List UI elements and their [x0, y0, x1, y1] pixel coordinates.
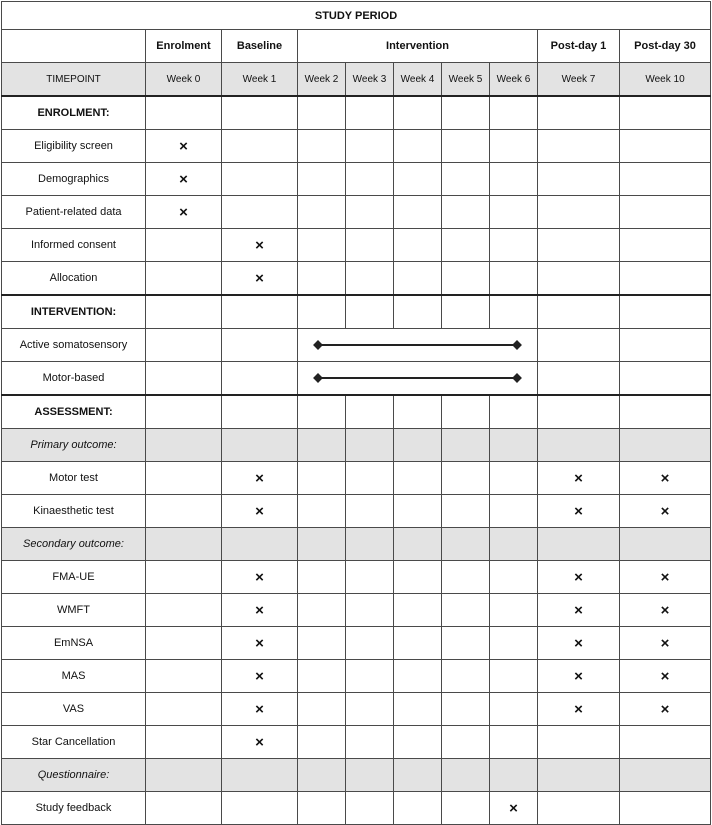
row-label-consent: Informed consent	[2, 229, 146, 262]
row-label-patient-data: Patient-related data	[2, 196, 146, 229]
check-mark: ×	[660, 601, 670, 619]
check-mark: ×	[574, 568, 583, 586]
week-1: Week 1	[222, 63, 298, 97]
phase-intervention: Intervention	[298, 30, 538, 63]
row-label-motor-test: Motor test	[2, 462, 146, 495]
subsection-secondary: Secondary outcome:	[2, 528, 146, 561]
check-mark: ×	[574, 667, 583, 685]
row-label-star-cancellation: Star Cancellation	[2, 726, 146, 759]
diamond-end-icon	[512, 340, 522, 350]
check-mark: ×	[660, 700, 670, 718]
check-mark: ×	[574, 700, 583, 718]
timepoint-label: TIMEPOINT	[2, 63, 146, 97]
row-label-fma-ue: FMA-UE	[2, 561, 146, 594]
week-7: Week 7	[538, 63, 620, 97]
check-mark: ×	[660, 568, 670, 586]
empty-cell	[2, 30, 146, 63]
intervention-span-active	[298, 329, 538, 362]
week-5: Week 5	[442, 63, 490, 97]
study-period-title: STUDY PERIOD	[2, 2, 711, 30]
phase-post-day-1: Post-day 1	[538, 30, 620, 63]
check-mark: ×	[255, 634, 264, 652]
subsection-questionnaire: Questionnaire:	[2, 759, 146, 792]
diamond-end-icon	[512, 373, 522, 383]
study-schedule-table	[1, 1, 711, 825]
check-mark: ×	[255, 236, 264, 254]
row-label-emnsa: EmNSA	[2, 627, 146, 660]
section-assessment: ASSESSMENT:	[2, 395, 146, 429]
duration-line	[318, 377, 517, 379]
row-label-kinaesthetic-test: Kinaesthetic test	[2, 495, 146, 528]
check-mark: ×	[179, 170, 188, 188]
check-mark: ×	[660, 634, 670, 652]
check-mark: ×	[509, 799, 518, 817]
row-label-wmft: WMFT	[2, 594, 146, 627]
check-mark: ×	[574, 601, 583, 619]
check-mark: ×	[255, 733, 264, 751]
diamond-start-icon	[313, 373, 323, 383]
phase-enrolment: Enrolment	[146, 30, 222, 63]
row-label-allocation: Allocation	[2, 262, 146, 296]
section-intervention: INTERVENTION:	[2, 295, 146, 329]
duration-line	[318, 344, 517, 346]
row-label-demographics: Demographics	[2, 163, 146, 196]
check-mark: ×	[255, 502, 264, 520]
diamond-start-icon	[313, 340, 323, 350]
check-mark: ×	[179, 137, 188, 155]
phase-post-day-30: Post-day 30	[620, 30, 711, 63]
check-mark: ×	[660, 502, 670, 520]
week-6: Week 6	[490, 63, 538, 97]
check-mark: ×	[255, 469, 264, 487]
check-mark: ×	[255, 667, 264, 685]
section-enrolment: ENROLMENT:	[2, 96, 146, 130]
row-label-mas: MAS	[2, 660, 146, 693]
row-label-vas: VAS	[2, 693, 146, 726]
subsection-primary: Primary outcome:	[2, 429, 146, 462]
row-label-eligibility: Eligibility screen	[2, 130, 146, 163]
week-2: Week 2	[298, 63, 346, 97]
row-label-motor-based: Motor-based	[2, 362, 146, 396]
check-mark: ×	[660, 469, 670, 487]
row-label-study-feedback: Study feedback	[2, 792, 146, 825]
phase-baseline: Baseline	[222, 30, 298, 63]
check-mark: ×	[574, 634, 583, 652]
check-mark: ×	[179, 203, 188, 221]
week-0: Week 0	[146, 63, 222, 97]
check-mark: ×	[255, 269, 264, 287]
check-mark: ×	[574, 502, 583, 520]
check-mark: ×	[660, 667, 670, 685]
check-mark: ×	[574, 469, 583, 487]
check-mark: ×	[255, 700, 264, 718]
week-10: Week 10	[620, 63, 711, 97]
check-mark: ×	[255, 601, 264, 619]
row-label-active-somatosensory: Active somatosensory	[2, 329, 146, 362]
check-mark: ×	[255, 568, 264, 586]
week-3: Week 3	[346, 63, 394, 97]
intervention-span-motor	[298, 362, 538, 396]
week-4: Week 4	[394, 63, 442, 97]
